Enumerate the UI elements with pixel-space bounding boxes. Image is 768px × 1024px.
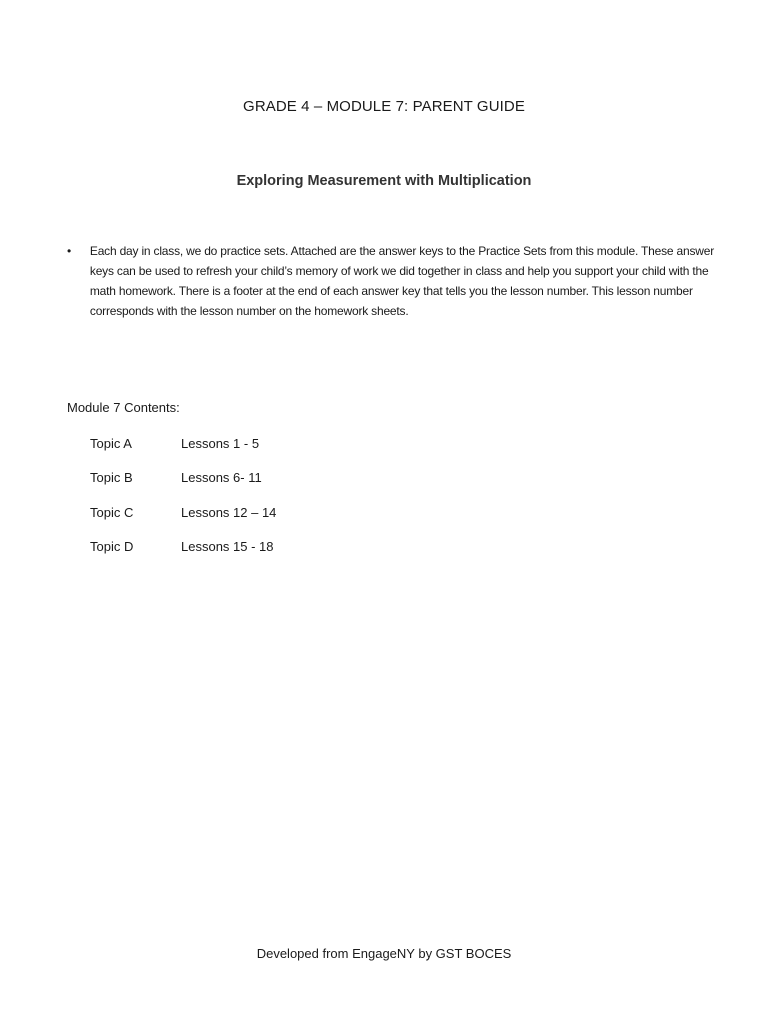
topic-row bbox=[90, 505, 276, 520]
topic-row bbox=[90, 539, 274, 554]
topic-name: Topic B bbox=[90, 470, 133, 485]
topic-row bbox=[90, 470, 262, 485]
page-title: GRADE 4 – MODULE 7: PARENT GUIDE bbox=[243, 98, 525, 115]
topic-name: Topic A bbox=[90, 436, 132, 451]
bullet-list-item bbox=[67, 241, 727, 321]
topic-lessons: Lessons 1 - 5 bbox=[181, 436, 260, 451]
topic-name: Topic C bbox=[90, 505, 134, 520]
topic-lessons: Lessons 6- 11 bbox=[181, 470, 262, 485]
bullet-text: Each day in class, we do practice sets. Attached are the answer keys to the Practice Sets from this module. These answer keys can be used to refresh your child’s memory of work we did together in class and help you support your child with the math homework. There is a footer at the end of each answer key that tells you the lesson number. This lesson number corresponds with the lesson number on the homework sheets. bbox=[89, 244, 714, 318]
page-footer: Developed from EngageNY by GST BOCES bbox=[256, 946, 512, 961]
contents-heading: Module 7 Contents: bbox=[67, 400, 180, 415]
topic-row bbox=[90, 436, 259, 451]
topic-lessons: Lessons 12 – 14 bbox=[181, 505, 277, 520]
document-subtitle: Exploring Measurement with Multiplication bbox=[236, 173, 532, 189]
bullet-icon: • bbox=[67, 244, 72, 258]
topic-lessons: Lessons 15 - 18 bbox=[181, 539, 274, 554]
topic-name: Topic D bbox=[90, 539, 134, 554]
